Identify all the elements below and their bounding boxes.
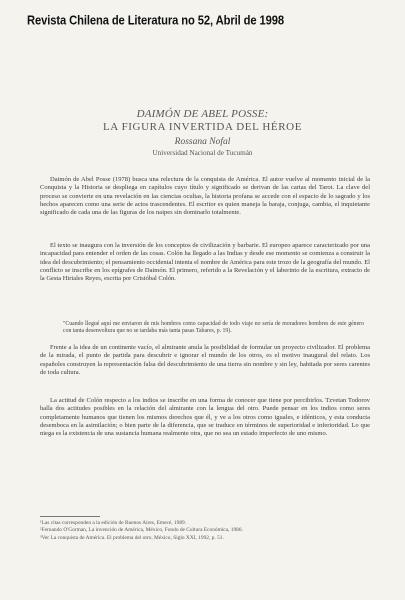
paragraph-text: Daimón de Abel Posse (1978) busca una relectura de la conquista de América. El autor vuelve al momento inicial de la Conquista y la Historia se despliega en capítulos cuyo título y significado se derivan de las cartas del Tarot. La clave del proceso se convierte en una revelación en las ciencias ocultas, la historia profana se accede con el espacio de lo sagrado y los hechos aparecen como una serie de actos trascendentes. El escritor es quien maneja la baraja, conjuga, cambia, el inquietante significado de cada una de las figuras de los naipes sin dominarlo totalmente. bbox=[40, 176, 370, 217]
article-title bbox=[0, 108, 405, 134]
paragraph-text: La actitud de Colón respecto a los indios se inscribe en una forma de conocer que tiene por percibirlos. Tzvetan Todorov halla dos actitudes posibles en la relación del almirante con la lengua del otro. Puede pensar en los indios como seres completamente humanos que tienen los mismos derechos que él, y ve a los otros como iguales, e idénticos, y esta conducta desemboca en la asimilación; o bien parte de la diferencia, que se traduce en términos de superioridad e inferioridad. Lo que niega es la existencia de una sustancia humana realmente otra, que no sea un estado imperfecto de uno mismo. bbox=[40, 397, 370, 438]
body-paragraph-3 bbox=[40, 344, 370, 377]
paragraph-text: El texto se inaugura con la inversión de los conceptos de civilización y barbarie. El europeo aparece caracterizado por una incapacidad para entender el orden de las cosas. Colón ha llegado a las Indias y desde ese momento se comienza a construir la idea del descubrimiento; el pensamiento occidental intenta el nombre de América para este trozo de la geografía del mundo. El conflicto se inscribe en los epígrafes de Daimón. El primero, referido a la Revelación y el laberinto de la escritura, extracto de la Gesta Hiriales Reyes, escrita por Cristóbal Colón. bbox=[40, 242, 370, 283]
paragraph-text: Frente a la idea de un continente vacío, el almirante anula la posibilidad de formular un proyecto civilizador. El problema de la mirada, el punto de partida para descubrir e ignorar el mundo de los otros, es el motivo inaugural del relato. Los españoles construyen la representación falsa del descubrimiento de una tierra sin nombre y sin ley, habitada por seres carentes de toda cultura. bbox=[40, 344, 370, 377]
journal-header: Revista Chilena de Literatura no 52, Abril de 1998 bbox=[27, 14, 284, 28]
author-name: Rossana Nofal bbox=[174, 137, 231, 147]
footnote-2: ²Fernando O'Gorman, La invención de América, México, Fondo de Cultura Económica, 1986. bbox=[40, 527, 243, 534]
block-quote: "Cuando llegué aquí me enviaron de mis hombres como capacidad de todo viaje no sería de moradores hombres de este género con tanta desenvoltura que no se tardaba más tanta pasas Tabares, p. 19). bbox=[63, 321, 364, 335]
article-title-line-1: DAIMÓN DE ABEL POSSE: bbox=[136, 108, 269, 120]
body-paragraph-2 bbox=[40, 242, 370, 284]
footnote-divider bbox=[40, 516, 100, 517]
article-title-line-2: LA FIGURA INVERTIDA DEL HÉROE bbox=[102, 121, 303, 133]
footnotes bbox=[40, 520, 370, 542]
footnote-1: ¹Las citas corresponden a la edición de Buenos Aires, Emecé, 1989. bbox=[40, 520, 187, 526]
author-affiliation: Universidad Nacional de Tucumán bbox=[152, 149, 253, 157]
footnote-3: ³Ver La conquista de América. El problema del otro, México, Siglo XXI, 1992, p. 51. bbox=[40, 534, 224, 541]
body-paragraph-4 bbox=[40, 397, 370, 439]
body-paragraph-1 bbox=[40, 176, 370, 218]
